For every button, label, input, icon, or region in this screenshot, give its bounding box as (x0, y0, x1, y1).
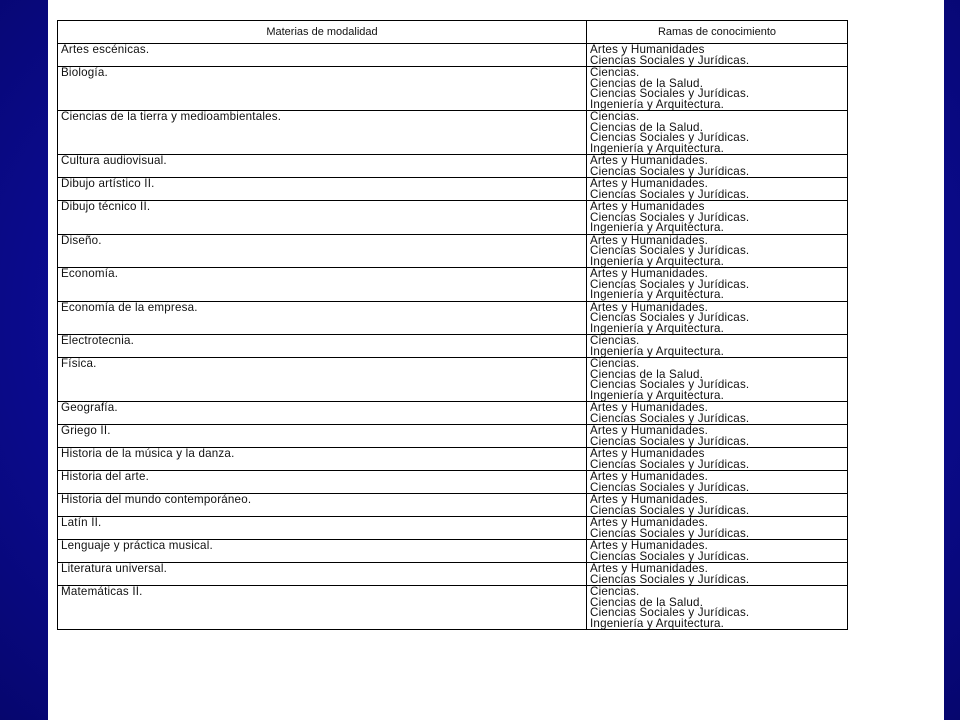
table-row (58, 402, 848, 425)
subject-cell: Artes escénicas. (58, 44, 587, 67)
document-page (48, 0, 944, 720)
subject-cell: Historia del mundo contemporáneo. (58, 494, 587, 517)
branches-cell (587, 358, 848, 402)
branch-line: Ciencias Sociales y Jurídicas. (590, 311, 750, 324)
branch-line: Ciencias. (590, 110, 640, 123)
table-row (58, 517, 848, 540)
subject-cell: Cultura audiovisual. (58, 155, 587, 178)
branches-cell (587, 234, 848, 268)
header-ramas: Ramas de conocimiento (587, 21, 848, 44)
branches-cell (587, 471, 848, 494)
subject-cell: Dibujo técnico II. (58, 201, 587, 235)
subject-cell: Literatura universal. (58, 563, 587, 586)
branch-line: Ingeniería y Arquitectura. (590, 254, 725, 268)
branch-line: Artes y Humanidades (590, 447, 705, 460)
branch-line: Ciencias Sociales y Jurídicas. (590, 606, 750, 619)
branches-cell (587, 540, 848, 563)
branch-line: Ciencias Sociales y Jurídicas. (590, 210, 750, 224)
branch-line: Artes y Humanidades. (590, 493, 709, 506)
subject-cell: Economía de la empresa. (58, 301, 587, 335)
branches-cell (587, 448, 848, 471)
subject-cell: Física. (58, 358, 587, 402)
branches-cell (587, 178, 848, 201)
branch-line: Ciencias. (590, 585, 640, 598)
branch-line: Ciencias Sociales y Jurídicas. (590, 457, 750, 471)
branch-line: Artes y Humanidades. (590, 401, 709, 414)
branches-cell (587, 111, 848, 155)
subject-cell: Ciencias de la tierra y medioambientales. (58, 111, 587, 155)
subject-cell: Economía. (58, 268, 587, 302)
branches-cell (587, 335, 848, 358)
branch-line: Ciencias Sociales y Jurídicas. (590, 434, 750, 448)
table-header-row (58, 21, 848, 44)
subject-cell: Lenguaje y práctica musical. (58, 540, 587, 563)
branch-line: Ingeniería y Arquitectura. (590, 321, 725, 335)
branches-cell (587, 402, 848, 425)
branches-cell (587, 301, 848, 335)
branch-line: Artes y Humanidades. (590, 516, 709, 529)
branch-line: Ciencias Sociales y Jurídicas. (590, 131, 750, 144)
branch-line: Ciencias de la Salud. (590, 595, 704, 609)
branch-line: Ciencias Sociales y Jurídicas. (590, 244, 750, 257)
table-row (58, 178, 848, 201)
branches-cell (587, 517, 848, 540)
header-materias: Materias de modalidad (58, 21, 587, 44)
branch-line: Ciencias. (590, 334, 640, 347)
branches-cell (587, 563, 848, 586)
branches-cell (587, 201, 848, 235)
table-row (58, 586, 848, 630)
branch-line: Artes y Humanidades. (590, 539, 709, 552)
branch-line: Ingeniería y Arquitectura. (590, 388, 725, 402)
subject-cell: Dibujo artístico II. (58, 178, 587, 201)
table-row (58, 563, 848, 586)
branch-line: Ciencias Sociales y Jurídicas. (590, 572, 750, 586)
branch-line: Ciencias de la Salud. (590, 120, 704, 134)
branches-cell (587, 67, 848, 111)
table-row (58, 540, 848, 563)
branch-line: Artes y Humanidades. (590, 177, 709, 190)
subject-cell: Electrotecnia. (58, 335, 587, 358)
branches-cell (587, 44, 848, 67)
branch-line: Artes y Humanidades (590, 200, 705, 213)
branch-line: Artes y Humanidades. (590, 234, 709, 247)
table-row (58, 335, 848, 358)
branches-cell (587, 494, 848, 517)
table-body (58, 44, 848, 630)
branch-line: Ciencias. (590, 66, 640, 79)
branch-line: Artes y Humanidades. (590, 470, 709, 483)
branch-line: Ingeniería y Arquitectura. (590, 616, 725, 630)
branch-line: Ingeniería y Arquitectura. (590, 97, 725, 111)
branch-line: Ciencias Sociales y Jurídicas. (590, 503, 750, 517)
subject-cell: Historia del arte. (58, 471, 587, 494)
table-row (58, 111, 848, 155)
table-row (58, 425, 848, 448)
table-row (58, 155, 848, 178)
branch-line: Artes y Humanidades. (590, 154, 709, 167)
branches-cell (587, 425, 848, 448)
subjects-table (57, 20, 848, 630)
table-row (58, 471, 848, 494)
branch-line: Ciencias de la Salud. (590, 367, 704, 381)
branches-cell (587, 155, 848, 178)
table-row (58, 201, 848, 235)
branch-line: Ciencias Sociales y Jurídicas. (590, 526, 750, 540)
branch-line: Ciencias Sociales y Jurídicas. (590, 53, 750, 67)
table-row (58, 448, 848, 471)
branch-line: Artes y Humanidades. (590, 301, 709, 314)
subject-cell: Latín II. (58, 517, 587, 540)
branches-cell (587, 586, 848, 630)
branch-line: Ciencias. (590, 357, 640, 370)
branch-line: Artes y Humanidades (590, 43, 705, 56)
table-row (58, 67, 848, 111)
branch-line: Ciencias Sociales y Jurídicas. (590, 549, 750, 563)
branch-line: Ciencias de la Salud. (590, 76, 704, 90)
branch-line: Ciencias Sociales y Jurídicas. (590, 87, 750, 100)
branch-line: Ciencias Sociales y Jurídicas. (590, 480, 750, 494)
branch-line: Ciencias Sociales y Jurídicas. (590, 187, 750, 201)
branch-line: Ingeniería y Arquitectura. (590, 288, 725, 301)
subject-cell: Historia de la música y la danza. (58, 448, 587, 471)
branch-line: Ciencias Sociales y Jurídicas. (590, 378, 750, 391)
table-row (58, 358, 848, 402)
subject-cell: Griego II. (58, 425, 587, 448)
subject-cell: Matemáticas II. (58, 586, 587, 630)
subject-cell: Geografía. (58, 402, 587, 425)
table-row (58, 301, 848, 335)
branch-line: Artes y Humanidades. (590, 424, 709, 437)
branch-line: Ciencias Sociales y Jurídicas. (590, 411, 750, 425)
subject-cell: Diseño. (58, 234, 587, 268)
table-row (58, 44, 848, 67)
branches-cell (587, 268, 848, 302)
table-row (58, 268, 848, 302)
subject-cell: Biología. (58, 67, 587, 111)
branch-line: Artes y Humanidades. (590, 562, 709, 575)
branch-line: Ingeniería y Arquitectura. (590, 344, 725, 358)
table-row (58, 234, 848, 268)
branch-line: Ciencias Sociales y Jurídicas. (590, 277, 750, 291)
branch-line: Ciencias Sociales y Jurídicas. (590, 164, 750, 178)
branch-line: Artes y Humanidades. (590, 267, 709, 280)
table-row (58, 494, 848, 517)
branch-line: Ingeniería y Arquitectura. (590, 141, 725, 155)
branch-line: Ingeniería y Arquitectura. (590, 221, 725, 234)
